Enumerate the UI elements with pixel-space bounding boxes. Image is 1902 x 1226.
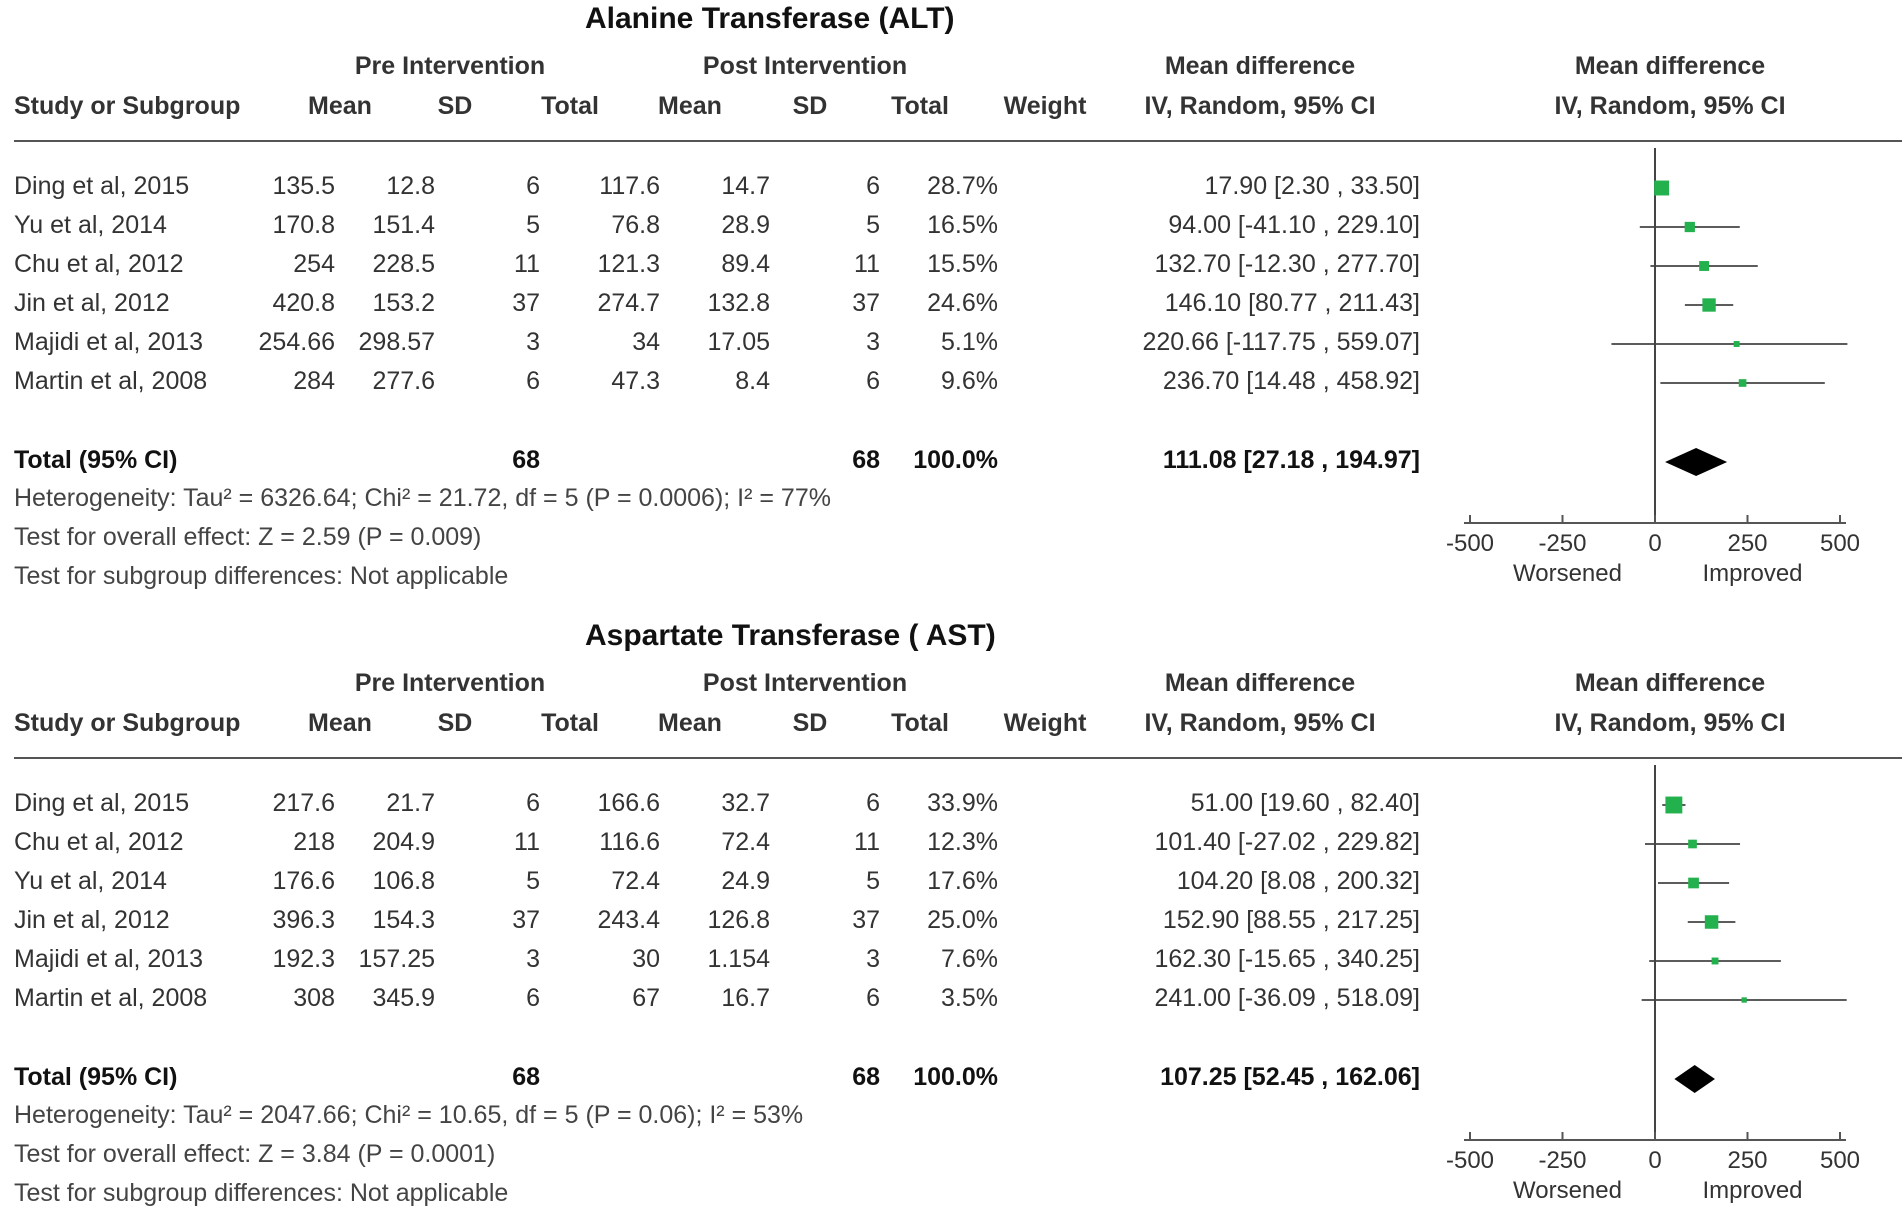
post-total-value: 3 <box>866 328 880 356</box>
study-name: Majidi et al, 2013 <box>14 945 204 973</box>
pre-sd-value: 157.25 <box>358 945 435 973</box>
pooled-effect-diamond <box>1665 448 1727 476</box>
post-mean-value: 67 <box>632 984 660 1012</box>
pre-mean-value: 284 <box>293 367 335 395</box>
total-ci-value: 111.08 [27.18 , 194.97] <box>1162 446 1420 474</box>
post-sd-value: 132.8 <box>707 289 770 317</box>
worsened-label: Worsened <box>1513 1177 1622 1204</box>
overall-effect-text: Test for overall effect: Z = 3.84 (P = 0.0001) <box>14 1140 496 1168</box>
pooled-effect-diamond <box>1674 1065 1715 1093</box>
study-effect-point <box>1688 840 1697 849</box>
ci-value: 146.10 [80.77 , 211.43] <box>1164 289 1420 317</box>
weight-value: 7.6% <box>941 945 998 973</box>
pre-total-value: 11 <box>514 250 540 278</box>
weight-value: 25.0% <box>927 906 998 934</box>
post-total-value: 6 <box>866 172 880 200</box>
mean-difference-plot-header: Mean difference <box>1574 52 1766 80</box>
pre-mean-value: 254.66 <box>258 328 335 356</box>
weight-value: 12.3% <box>927 828 998 856</box>
study-effect-point <box>1688 878 1699 889</box>
post-sd-value: 17.05 <box>707 328 770 356</box>
weight-column-header: Weight <box>1003 709 1087 737</box>
study-name: Yu et al, 2014 <box>14 867 167 895</box>
pre-total-value: 6 <box>526 789 540 817</box>
total-label: Total (95% CI) <box>14 1063 178 1091</box>
pre-sd-value: 345.9 <box>372 984 435 1012</box>
post-sd-value: 1.154 <box>707 945 770 973</box>
pre-total-value: 6 <box>526 172 540 200</box>
post-intervention-header: Post Intervention <box>702 669 908 697</box>
pre-sd-value: 21.7 <box>386 789 435 817</box>
ci-value: 101.40 [-27.02 , 229.82] <box>1154 828 1420 856</box>
pre-total-value: 6 <box>526 367 540 395</box>
post-mean-value: 30 <box>632 945 660 973</box>
post-sd-value: 72.4 <box>721 828 770 856</box>
study-effect-point <box>1699 261 1709 271</box>
pre-mean-column-header: Mean <box>308 92 372 120</box>
study-name: Majidi et al, 2013 <box>14 328 204 356</box>
study-column-header: Study or Subgroup <box>14 92 241 120</box>
ci-value: 236.70 [14.48 , 458.92] <box>1162 367 1420 395</box>
study-name: Chu et al, 2012 <box>14 250 184 278</box>
post-total-value: 37 <box>852 906 880 934</box>
pre-sd-value: 228.5 <box>372 250 435 278</box>
pre-total-value: 3 <box>526 328 540 356</box>
forest-plot <box>1445 0 1902 613</box>
pre-total-value: 37 <box>512 289 540 317</box>
post-sd-value: 14.7 <box>721 172 770 200</box>
improved-label: Improved <box>1702 1177 1803 1204</box>
pre-mean-value: 192.3 <box>272 945 335 973</box>
improved-label: Improved <box>1702 560 1803 587</box>
post-mean-column-header: Mean <box>658 709 722 737</box>
study-effect-point <box>1734 341 1740 347</box>
total-ci-value: 107.25 [52.45 , 162.06] <box>1160 1063 1420 1091</box>
study-name: Jin et al, 2012 <box>14 906 170 934</box>
ci-value: 94.00 [-41.10 , 229.10] <box>1168 211 1420 239</box>
overall-effect-text: Test for overall effect: Z = 2.59 (P = 0.009) <box>14 523 482 551</box>
x-tick-label: 0 <box>1648 530 1662 557</box>
pre-total-sum: 68 <box>512 446 540 474</box>
pre-total-value: 6 <box>526 984 540 1012</box>
pre-mean-value: 176.6 <box>272 867 335 895</box>
weight-value: 24.6% <box>927 289 998 317</box>
chart-title: Alanine Transferase (ALT) <box>585 2 955 35</box>
x-tick-label: 250 <box>1727 1147 1768 1174</box>
x-tick-label: -500 <box>1445 530 1495 557</box>
post-total-value: 6 <box>866 984 880 1012</box>
post-total-sum: 68 <box>852 1063 880 1091</box>
weight-value: 16.5% <box>927 211 998 239</box>
x-tick-label: 250 <box>1727 530 1768 557</box>
subgroup-differences-text: Test for subgroup differences: Not applicable <box>14 562 509 590</box>
mean-difference-header: Mean difference <box>1164 669 1356 697</box>
post-sd-value: 28.9 <box>721 211 770 239</box>
post-total-value: 11 <box>854 250 880 278</box>
pre-sd-column-header: SD <box>437 709 473 737</box>
pre-intervention-header: Pre Intervention <box>354 669 546 697</box>
study-effect-point <box>1685 222 1695 232</box>
pre-sd-value: 154.3 <box>372 906 435 934</box>
study-effect-point <box>1705 915 1719 929</box>
ci-column-header: IV, Random, 95% CI <box>1144 709 1376 737</box>
weight-value: 28.7% <box>927 172 998 200</box>
study-name: Chu et al, 2012 <box>14 828 184 856</box>
post-sd-value: 32.7 <box>721 789 770 817</box>
weight-value: 9.6% <box>941 367 998 395</box>
ci-value: 220.66 [-117.75 , 559.07] <box>1142 328 1420 356</box>
ci-value: 241.00 [-36.09 , 518.09] <box>1154 984 1420 1012</box>
study-name: Ding et al, 2015 <box>14 789 190 817</box>
ci-value: 17.90 [2.30 , 33.50] <box>1204 172 1420 200</box>
post-intervention-header: Post Intervention <box>702 52 908 80</box>
x-tick-label: -500 <box>1445 1147 1495 1174</box>
pre-total-value: 3 <box>526 945 540 973</box>
pre-mean-value: 396.3 <box>272 906 335 934</box>
pre-mean-value: 170.8 <box>272 211 335 239</box>
chart-title: Aspartate Transferase ( AST) <box>585 619 996 652</box>
weight-value: 15.5% <box>927 250 998 278</box>
pre-sd-value: 298.57 <box>358 328 435 356</box>
pre-mean-value: 254 <box>293 250 335 278</box>
post-mean-value: 166.6 <box>597 789 660 817</box>
x-tick-label: 500 <box>1819 1147 1861 1174</box>
pre-sd-value: 204.9 <box>372 828 435 856</box>
pre-total-value: 11 <box>514 828 540 856</box>
pre-mean-value: 217.6 <box>272 789 335 817</box>
study-name: Ding et al, 2015 <box>14 172 190 200</box>
x-tick-label: -250 <box>1538 1147 1587 1174</box>
study-effect-point <box>1739 379 1747 387</box>
post-total-value: 6 <box>866 367 880 395</box>
post-sd-value: 126.8 <box>707 906 770 934</box>
plot-ci-column-header: IV, Random, 95% CI <box>1554 709 1786 737</box>
pre-sd-value: 151.4 <box>372 211 435 239</box>
post-sd-column-header: SD <box>792 92 828 120</box>
pre-sd-value: 106.8 <box>372 867 435 895</box>
pre-mean-value: 308 <box>293 984 335 1012</box>
post-sd-column-header: SD <box>792 709 828 737</box>
post-mean-value: 117.6 <box>599 172 660 200</box>
ci-value: 162.30 [-15.65 , 340.25] <box>1154 945 1420 973</box>
post-mean-value: 72.4 <box>611 867 660 895</box>
ci-column-header: IV, Random, 95% CI <box>1144 92 1376 120</box>
post-mean-value: 243.4 <box>597 906 660 934</box>
study-effect-point <box>1712 958 1719 965</box>
post-total-column-header: Total <box>891 709 949 737</box>
pre-total-value: 37 <box>512 906 540 934</box>
pre-total-value: 5 <box>526 211 540 239</box>
pre-total-column-header: Total <box>541 709 599 737</box>
weight-value: 33.9% <box>927 789 998 817</box>
study-name: Martin et al, 2008 <box>14 367 208 395</box>
post-sd-value: 24.9 <box>721 867 770 895</box>
pre-sd-value: 12.8 <box>386 172 435 200</box>
weight-value: 17.6% <box>927 867 998 895</box>
post-sd-value: 89.4 <box>721 250 770 278</box>
post-total-value: 37 <box>852 289 880 317</box>
post-total-value: 3 <box>866 945 880 973</box>
total-label: Total (95% CI) <box>14 446 178 474</box>
forest-plot <box>1445 613 1902 1226</box>
heterogeneity-text: Heterogeneity: Tau² = 2047.66; Chi² = 10.65, df = 5 (P = 0.06); I² = 53% <box>14 1101 804 1129</box>
mean-difference-plot-header: Mean difference <box>1574 669 1766 697</box>
study-effect-point <box>1742 997 1747 1002</box>
ci-value: 152.90 [88.55 , 217.25] <box>1162 906 1420 934</box>
weight-value: 5.1% <box>941 328 998 356</box>
study-name: Martin et al, 2008 <box>14 984 208 1012</box>
post-total-sum: 68 <box>852 446 880 474</box>
ast-forest-panel <box>0 613 1902 1226</box>
plot-ci-column-header: IV, Random, 95% CI <box>1554 92 1786 120</box>
pre-intervention-header: Pre Intervention <box>354 52 546 80</box>
pre-total-sum: 68 <box>512 1063 540 1091</box>
study-name: Yu et al, 2014 <box>14 211 167 239</box>
ci-value: 132.70 [-12.30 , 277.70] <box>1154 250 1420 278</box>
study-column-header: Study or Subgroup <box>14 709 241 737</box>
subgroup-differences-text: Test for subgroup differences: Not applicable <box>14 1179 509 1207</box>
post-total-value: 5 <box>866 867 880 895</box>
pre-mean-value: 420.8 <box>272 289 335 317</box>
post-total-value: 5 <box>866 211 880 239</box>
post-total-value: 11 <box>854 828 880 856</box>
x-tick-label: 0 <box>1648 1147 1662 1174</box>
pre-total-column-header: Total <box>541 92 599 120</box>
pre-mean-value: 135.5 <box>272 172 335 200</box>
total-weight: 100.0% <box>913 446 998 474</box>
pre-sd-column-header: SD <box>437 92 473 120</box>
post-mean-column-header: Mean <box>658 92 722 120</box>
post-mean-value: 274.7 <box>597 289 660 317</box>
pre-mean-column-header: Mean <box>308 709 372 737</box>
post-mean-value: 76.8 <box>611 211 660 239</box>
study-name: Jin et al, 2012 <box>14 289 170 317</box>
post-mean-value: 47.3 <box>611 367 660 395</box>
pre-total-value: 5 <box>526 867 540 895</box>
post-mean-value: 116.6 <box>599 828 660 856</box>
post-mean-value: 34 <box>632 328 660 356</box>
pre-sd-value: 277.6 <box>372 367 435 395</box>
post-sd-value: 8.4 <box>735 367 770 395</box>
post-mean-value: 121.3 <box>597 250 660 278</box>
study-effect-point <box>1702 298 1715 311</box>
ci-value: 104.20 [8.08 , 200.32] <box>1176 867 1420 895</box>
mean-difference-header: Mean difference <box>1164 52 1356 80</box>
pre-sd-value: 153.2 <box>372 289 435 317</box>
heterogeneity-text: Heterogeneity: Tau² = 6326.64; Chi² = 21.72, df = 5 (P = 0.0006); I² = 77% <box>14 484 831 512</box>
pre-mean-value: 218 <box>293 828 335 856</box>
study-effect-point <box>1654 181 1669 196</box>
post-sd-value: 16.7 <box>721 984 770 1012</box>
weight-column-header: Weight <box>1003 92 1087 120</box>
total-weight: 100.0% <box>913 1063 998 1091</box>
x-tick-label: 500 <box>1819 530 1861 557</box>
weight-value: 3.5% <box>941 984 998 1012</box>
ci-value: 51.00 [19.60 , 82.40] <box>1190 789 1420 817</box>
post-total-column-header: Total <box>891 92 949 120</box>
x-tick-label: -250 <box>1538 530 1587 557</box>
post-total-value: 6 <box>866 789 880 817</box>
study-effect-point <box>1665 797 1682 814</box>
worsened-label: Worsened <box>1513 560 1622 587</box>
